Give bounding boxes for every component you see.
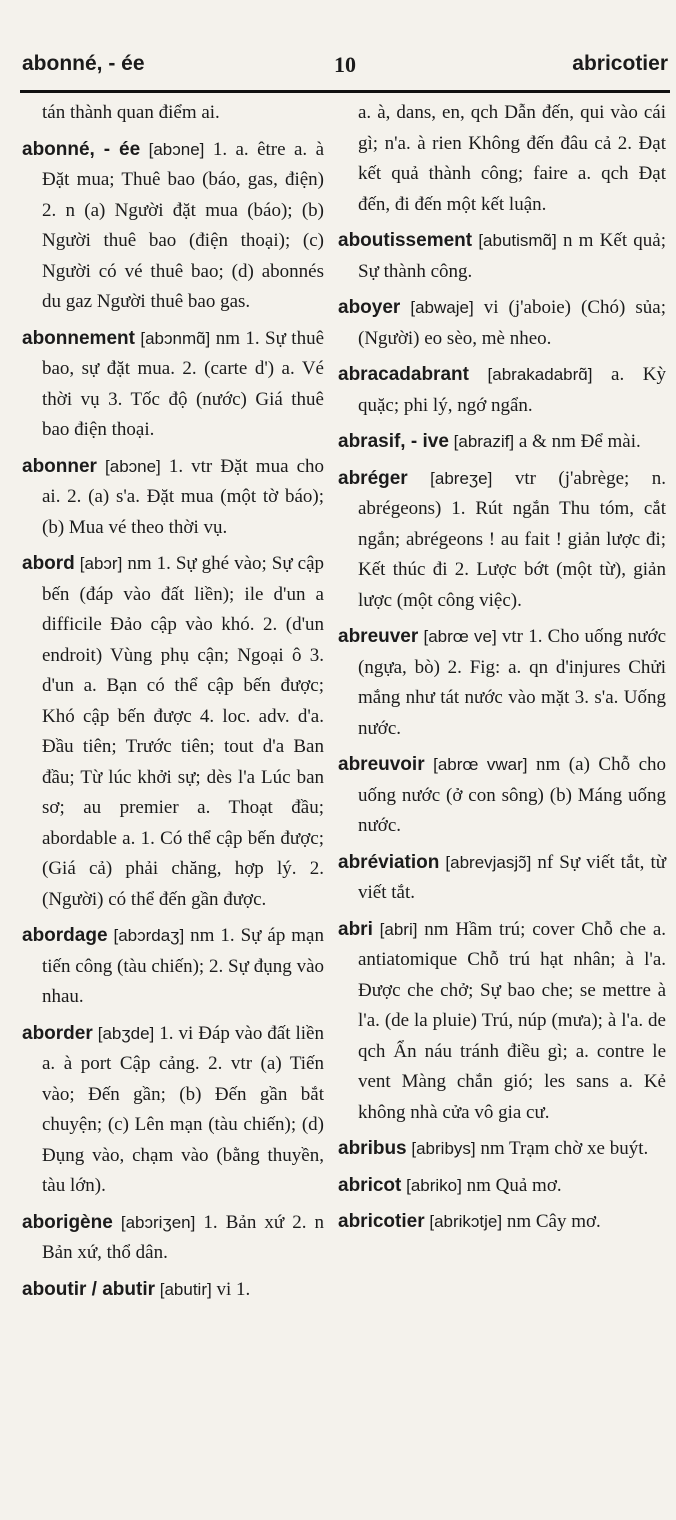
entry-pronunciation: [abriko] (406, 1175, 462, 1195)
entry-pronunciation: [abɔr] (79, 554, 123, 573)
page-header (22, 52, 668, 82)
entry-pronunciation: [abɔrdaʒ] (113, 926, 185, 945)
dictionary-entry (22, 549, 324, 915)
entry-headword: aboutissement (338, 230, 473, 251)
entry-pronunciation: [abutir] (159, 1279, 212, 1299)
entry-headword: abribus (338, 1138, 407, 1159)
header-rule (20, 90, 670, 93)
right-column (338, 98, 666, 1244)
entry-definition: 1. a. être a. à Đặt mua; Thuê bao (báo, gas, điện) 2. n (a) Người đặt mua (báo); (b) Người thuê bao (điện thoại); (c) Người có vé thuê bao; (d) abonnés du gaz Người thuê bao gas. (42, 138, 325, 312)
entry-headword: abordage (22, 925, 108, 946)
entry-pronunciation: [abrazif] (453, 432, 515, 451)
dictionary-entry (338, 226, 666, 287)
entry-pronunciation: [abwaje] (410, 298, 474, 317)
entry-definition: vtr (j'abrège; n. abrégeons) 1. Rút ngắn Thu tóm, cắt ngắn; abrégeons ! au fait ! giản lược đi; Kết thúc đi 2. Lược bớt (một từ), giản lược (một công việc). (358, 467, 667, 611)
dictionary-entry (338, 464, 666, 617)
dictionary-entry (22, 324, 324, 446)
header-last-word: abricotier (572, 52, 668, 75)
entry-pronunciation: [abrœ ve] (423, 627, 497, 646)
entry-headword: abreuvoir (338, 754, 425, 775)
dictionary-entry (22, 1275, 324, 1306)
dictionary-entry (338, 848, 666, 909)
entry-definition: nm (a) Chỗ cho uống nước (ở con sông) (b) Máng uống nước. (358, 754, 666, 836)
entry-headword: abord (22, 553, 75, 574)
entry-definition: nm 1. Sự thuê bao, sự đặt mua. 2. (carte d') a. Vé thời vụ 3. Tốc độ (nước) Giá thuê bao điện thoại. (42, 327, 325, 440)
entry-pronunciation: [abɔne] (148, 139, 205, 159)
entry-definition: nf Sự viết tắt, từ viết tắt. (358, 851, 667, 903)
entry-definition: vi 1. (216, 1278, 251, 1300)
entry-definition: a & nm Để mài. (518, 431, 641, 452)
dictionary-entry (338, 1134, 666, 1165)
entry-headword: abonnement (22, 327, 135, 349)
dictionary-entry (338, 360, 666, 421)
left-column (22, 98, 324, 1311)
entry-headword: aborder (22, 1022, 93, 1044)
dictionary-entry (338, 1171, 666, 1202)
dictionary-entry (338, 293, 666, 354)
entry-headword: abricotier (338, 1211, 425, 1232)
dictionary-entry (22, 1019, 324, 1202)
entry-headword: abrasif, - ive (338, 431, 449, 452)
entry-pronunciation: [abrevjasjɔ̃] (445, 852, 532, 872)
entry-definition: a. Kỳ quặc; phi lý, ngớ ngẩn. (358, 364, 666, 416)
entry-headword: abricot (338, 1174, 402, 1196)
entry-headword: abri (338, 918, 373, 940)
entry-headword: abracadabrant (338, 364, 469, 385)
entry-pronunciation: [abɔne] (105, 456, 161, 476)
entry-definition: vi (j'aboie) (Chó) sủa; (Người) eo sèo, mè nheo. (358, 297, 667, 349)
entry-pronunciation: [abʒde] (97, 1023, 155, 1043)
entry-definition: 1. Bản xứ 2. n Bản xứ, thổ dân. (42, 1211, 325, 1263)
entry-headword: abréviation (338, 851, 440, 873)
dictionary-entry (22, 1208, 324, 1269)
entry-definition: 1. vi Đáp vào đất liền a. à port Cập cảng. 2. vtr (a) Tiến vào; Đến gần; (b) Đến gần bắt chuyện; (c) Lên mạn (tàu chiến); (d) Đụng vào, chạm vào (bằng thuyền, tàu lớn). (42, 1022, 324, 1196)
entry-definition: tán thành quan điểm ai. (42, 102, 220, 123)
entry-definition: a. à, dans, en, qch Dẫn đến, qui vào cái gì; n'a. à rien Không đến đâu cả 2. Đạt kết quả thành công; faire a. qch Đạt đến, đi đến một kết luận. (358, 102, 666, 215)
entry-definition: nm Cây mơ. (506, 1211, 601, 1232)
entry-pronunciation: [abɔriʒen] (120, 1212, 196, 1232)
dictionary-entry (22, 921, 324, 1013)
entry-pronunciation: [abɔnmɑ̃] (140, 328, 211, 348)
entry-definition: nm 1. Sự áp mạn tiến công (tàu chiến); 2. Sự đụng vào nhau. (42, 925, 324, 1007)
entry-pronunciation: [abrœ vwar] (433, 755, 528, 774)
entry-headword: aboutir / abutir (22, 1278, 155, 1300)
entry-pronunciation: [abri] (379, 919, 418, 939)
entry-headword: abréger (338, 467, 408, 489)
header-first-word: abonné, - ée (22, 52, 145, 75)
entry-definition: vtr 1. Cho uống nước (ngựa, bò) 2. Fig: a. qn d'injures Chửi mắng như tát nước vào mặt 3. s'a. Uống nước. (358, 626, 667, 739)
entry-headword: abonner (22, 455, 97, 477)
entry-definition: 1. vtr Đặt mua cho ai. 2. (a) s'a. Đặt mua (một tờ báo); (b) Mua vé theo thời vụ. (42, 455, 325, 538)
dictionary-entry (338, 427, 666, 458)
dictionary-entry (22, 135, 324, 318)
entry-pronunciation: [abutismɑ̃] (478, 231, 557, 250)
dictionary-entry (22, 98, 324, 129)
page-number: 10 (334, 52, 356, 77)
entry-definition: nm Hầm trú; cover Chỗ che a. antiatomique Chỗ trú hạt nhân; à l'a. Được che chở; Sự bao che; se mettre à l'a. (de la pluie) Trú, núp (mưa); à l'a. de qch Ẩn náu tránh điều gì; a. contre le vent Màng chắn gió; les sans a. Kẻ không nhà cửa vô gia cư. (358, 918, 667, 1123)
entry-pronunciation: [abrikɔtje] (429, 1212, 503, 1231)
dictionary-entry (338, 622, 666, 744)
entry-headword: abonné, - ée (22, 138, 141, 160)
entry-headword: abreuver (338, 626, 419, 647)
dictionary-entry (338, 98, 666, 220)
entry-definition: nm 1. Sự ghé vào; Sự cập bến (đáp vào đất liền); ile d'un a difficile Đảo cập vào khó. 2. (d'un endroit) Vùng phụ cận; Ngoại ô 3. d'un a. Bạn có thể cập bến được; Khó cập bến được 4. loc. adv. d'a. Đầu tiên; Trước tiên; tout d'a Ban đầu; Từ lúc khởi sự; dès l'a Lúc ban sơ; au premier a. Thoạt đầu; abordable a. 1. Có thể cập bến được; (Giá cả) phải chăng, hợp lý. 2. (Người) có thể đến gần được. (42, 553, 325, 910)
entry-pronunciation: [abreʒe] (430, 468, 493, 488)
entry-definition: nm Quả mơ. (466, 1174, 562, 1196)
entry-headword: aboyer (338, 297, 401, 318)
dictionary-entry (22, 452, 324, 544)
dictionary-entry (338, 915, 666, 1129)
dictionary-entry (338, 750, 666, 842)
entry-pronunciation: [abrakadabrɑ̃] (487, 365, 593, 384)
entry-headword: aborigène (22, 1211, 113, 1233)
entry-definition: nm Trạm chờ xe buýt. (480, 1138, 649, 1159)
entry-definition: n m Kết quả; Sự thành công. (358, 230, 667, 282)
entry-pronunciation: [abribys] (411, 1139, 476, 1158)
dictionary-entry (338, 1207, 666, 1238)
